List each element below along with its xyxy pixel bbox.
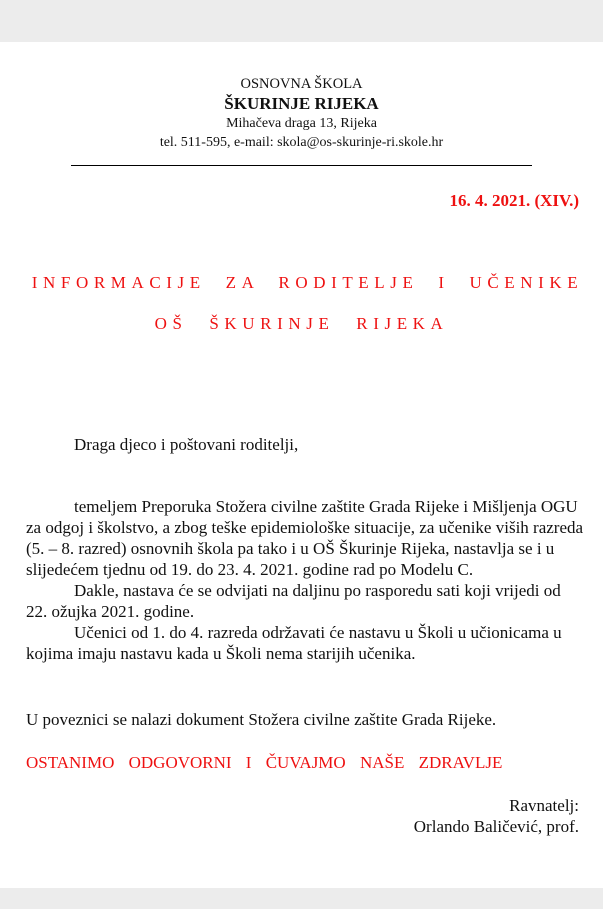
school-name: ŠKURINJE RIJEKA	[224, 94, 379, 113]
paragraph: temeljem Preporuka Stožera civilne zaštite Grada Rijeke i Mišljenja OGU za odgoj i školstvo, a zbog teške epidemiološke situacije, za učenike viših razreda (5. – 8. razred) osnovnih škola pa tako i u OŠ Škurinje Rijeka, nastavlja se i u slijedećem tjednu od 19. do 23. 4. 2021. godine rad po Modelu C.	[26, 497, 584, 579]
paragraph: Dakle, nastava će se odvijati na daljinu po rasporedu sati koji vrijedi od 22. ožujka 2021. godine.	[26, 581, 561, 621]
signature-name: Orlando Baličević, prof.	[413, 817, 579, 836]
school-contact: tel. 511-595, e-mail: skola@os-skurinje-ri.skole.hr	[159, 135, 444, 150]
signature-block	[414, 795, 579, 837]
letterhead-divider	[71, 165, 532, 166]
document-subtitle: OŠ ŠKURINJE RIJEKA	[154, 314, 449, 333]
school-address: Mihačeva draga 13, Rijeka	[226, 116, 377, 131]
school-type: OSNOVNA ŠKOLA	[240, 76, 363, 92]
body-paragraphs	[26, 496, 586, 664]
document-page	[0, 42, 603, 888]
signature-role: Ravnatelj:	[509, 796, 579, 815]
document-title: INFORMACIJE ZA RODITELJE I UČENIKE	[31, 273, 584, 292]
document-date: 16. 4. 2021. (XIV.)	[449, 191, 579, 210]
paragraph: Učenici od 1. do 4. razreda održavati će nastavu u Školi u učionicama u kojima imaju nastavu kada u Školi nema starijih učenika.	[26, 623, 562, 663]
link-note: U poveznici se nalazi dokument Stožera civilne zaštite Grada Rijeke.	[26, 710, 497, 729]
slogan: OSTANIMO ODGOVORNI I ČUVAJMO NAŠE ZDRAVLJE	[26, 753, 503, 772]
greeting: Draga djeco i poštovani roditelji,	[74, 435, 299, 454]
letterhead	[0, 76, 603, 152]
